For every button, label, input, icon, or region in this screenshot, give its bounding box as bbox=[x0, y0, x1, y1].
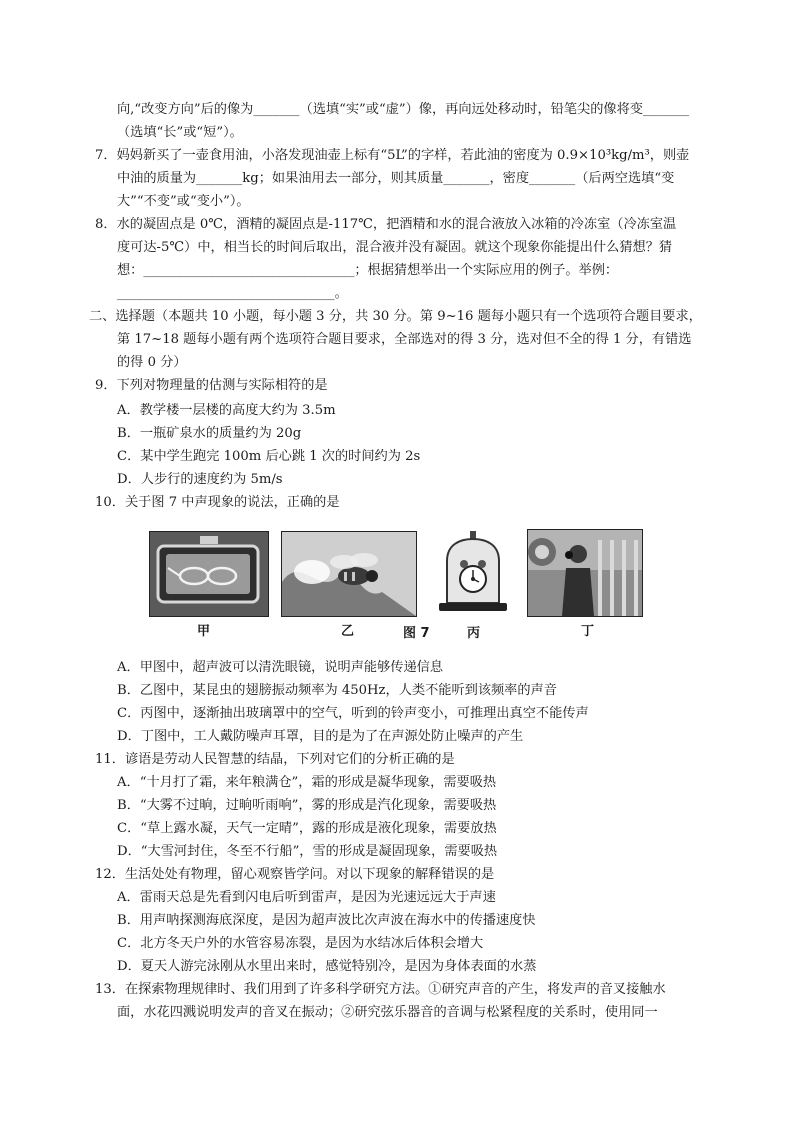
figure-label-ding: 丁 bbox=[581, 624, 595, 639]
q9-option-a: A．教学楼一层楼的高度大约为 3.5m bbox=[117, 403, 336, 418]
bee-illustration bbox=[282, 532, 416, 616]
q11-stem: 11．谚语是劳动人民智慧的结晶，下列对它们的分析正确的是 bbox=[95, 752, 455, 767]
section2-line-3: 的得 0 分） bbox=[117, 355, 187, 370]
q6-line-2: （选填“长”或“短”）。 bbox=[117, 125, 243, 140]
q10-option-c: C．丙图中，逐渐抽出玻璃罩中的空气，听到的铃声变小，可推理出真空不能传声 bbox=[117, 706, 589, 721]
ultrasonic-cleaner-illustration bbox=[150, 532, 268, 616]
q8-line-2: 度可达-5℃）中，相当长的时间后取出，混合液并没有凝固。就这个现象你能提出什么猜想？猜 bbox=[117, 240, 673, 255]
q12-option-a: A．雷雨天总是先看到闪电后听到雷声，是因为光速远远大于声速 bbox=[117, 890, 496, 905]
q13-line-2: 面，水花四溅说明发声的音叉在振动；②研究弦乐器音的音调与松紧程度的关系时，使用同一 bbox=[117, 1005, 658, 1020]
q11-option-c: C．“草上露水凝，天气一定晴”，露的形成是液化现象，需要放热 bbox=[117, 821, 497, 836]
q11-option-b: B．“大雾不过晌，过晌听雨响”，雾的形成是汽化现象，需要吸热 bbox=[117, 798, 497, 813]
bell-jar-illustration bbox=[433, 529, 513, 617]
q7-line-3: 大”“不变”或“变小”）。 bbox=[117, 194, 250, 209]
q10-option-d: D．丁图中，工人戴防噪声耳罩，目的是为了在声源处防止噪声的产生 bbox=[117, 729, 524, 744]
figure-panel-yi bbox=[281, 531, 417, 617]
q9-stem: 9．下列对物理量的估测与实际相符的是 bbox=[95, 378, 328, 393]
q8-line-1: 8．水的凝固点是 0℃，酒精的凝固点是-117℃，把酒精和水的混合液放入冰箱的冷冻室（冷冻室温 bbox=[95, 217, 677, 232]
q11-option-d: D．“大雪河封住，冬至不行船”，雪的形成是凝固现象，需要吸热 bbox=[117, 844, 498, 859]
figure-panel-ding bbox=[527, 529, 643, 617]
section2-line-1: 二、选择题（本题共 10 小题，每小题 3 分，共 30 分。第 9~16 题每小题只有一个选项符合题目要求， bbox=[89, 309, 702, 324]
q12-stem: 12．生活处处有物理，留心观察皆学问。对以下现象的解释错误的是 bbox=[95, 867, 495, 882]
figure-caption: 图 7 bbox=[403, 626, 430, 641]
q11-option-a: A．“十月打了霜，来年粮满仓”，霜的形成是凝华现象，需要吸热 bbox=[117, 775, 497, 790]
q7-line-1: 7．妈妈新买了一壶食用油，小洛发现油壶上标有“5L”的字样，若此油的密度为 0.9×10³kg/m³，则壶 bbox=[95, 148, 690, 163]
figure-label-bing: 丙 bbox=[467, 626, 481, 641]
q10-option-b: B．乙图中，某昆虫的翅膀振动频率为 450Hz，人类不能听到该频率的声音 bbox=[117, 683, 557, 698]
q13-line-1: 13．在探索物理规律时、我们用到了许多科学研究方法。①研究声音的产生，将发声的音叉接触水 bbox=[95, 982, 666, 997]
q12-option-d: D．夏天人游完泳刚从水里出来时，感觉特别冷，是因为身体表面的水蒸 bbox=[117, 959, 537, 974]
figure-panel-jia bbox=[149, 531, 269, 617]
q10-stem: 10．关于图 7 中声现象的说法，正确的是 bbox=[95, 495, 340, 510]
q8-line-3: 想：________________________________；根据猜想举出一个实际应用的例子。举例： bbox=[117, 263, 619, 278]
figure-label-jia: 甲 bbox=[197, 624, 211, 639]
q9-option-c: C．某中学生跑完 100m 后心跳 1 次的时间约为 2s bbox=[117, 449, 421, 464]
figure-label-yi: 乙 bbox=[341, 624, 355, 639]
q9-option-b: B．一瓶矿泉水的质量约为 20g bbox=[117, 426, 302, 441]
q12-option-c: C．北方冬天户外的水管容易冻裂，是因为水结冰后体积会增大 bbox=[117, 936, 484, 951]
q6-line-1: 向,“改变方向”后的像为_______（选填“实”或“虚”）像，再向远处移动时，铅笔尖的像将变_______ bbox=[117, 102, 690, 117]
q8-line-4: _________________________________。 bbox=[117, 286, 348, 301]
factory-worker-illustration bbox=[528, 530, 642, 616]
q12-option-b: B．用声呐探测海底深度，是因为超声波比次声波在海水中的传播速度快 bbox=[117, 913, 536, 928]
figure-panel-bing bbox=[433, 529, 513, 617]
q10-option-a: A．甲图中，超声波可以清洗眼镜，说明声能够传递信息 bbox=[117, 660, 444, 675]
q7-line-2: 中油的质量为_______kg；如果油用去一部分，则其质量_______，密度_______（后两空选填“变 bbox=[117, 171, 675, 186]
section2-line-2: 第 17~18 题每小题有两个选项符合题目要求，全部选对的得 3 分，选对但不全的得 1 分，有错选 bbox=[117, 332, 692, 347]
q9-option-d: D．人步行的速度约为 5m/s bbox=[117, 472, 283, 487]
figure-7 bbox=[149, 529, 651, 641]
